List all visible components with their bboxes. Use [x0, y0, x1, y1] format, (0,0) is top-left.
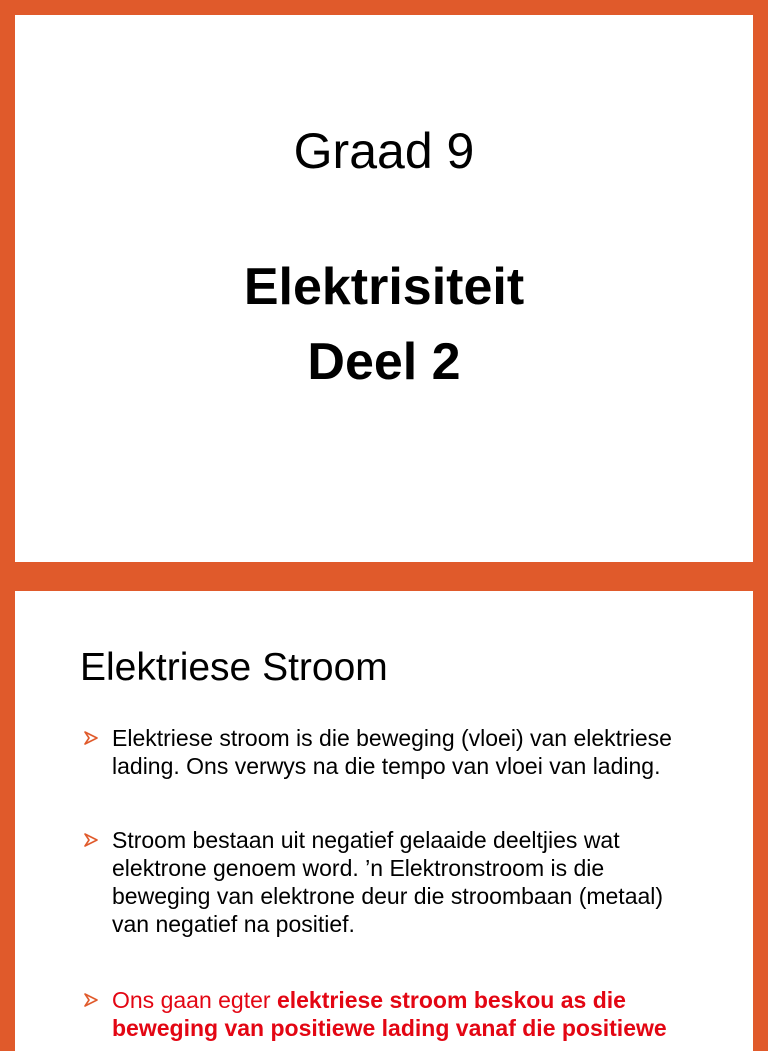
- bullet-text: Elektriese stroom is die beweging (vloei) van elektriese lading. Ons verwys na die tempo van vloei van lading.: [112, 725, 672, 779]
- part-title: Deel 2: [307, 333, 461, 391]
- bullet-intro: Ons gaan egter: [112, 987, 277, 1013]
- bullet-text: Stroom bestaan uit negatief gelaaide deeltjies wat elektrone genoem word. ’n Elektronstroom is die beweging van elektrone deur die stroombaan (metaal) van negatief na positief.: [112, 827, 664, 937]
- arrowhead-bullet-icon: [84, 993, 98, 1007]
- arrowhead-bullet-icon: [84, 731, 98, 745]
- title-slide: [15, 15, 753, 562]
- content-slide: [15, 591, 753, 1051]
- bullet-item: [80, 826, 700, 938]
- bullet-item-highlight: [80, 986, 700, 1042]
- arrowhead-bullet-icon: [84, 833, 98, 847]
- topic-title: Elektrisiteit: [243, 258, 525, 316]
- bullet-item: [80, 724, 700, 780]
- grade-title: Graad 9: [293, 123, 475, 179]
- bullet-text: [112, 986, 700, 1042]
- bullet-emphasis: elektriese stroom beskou as die beweging van positiewe lading vanaf die positiewe: [112, 987, 667, 1041]
- slide-heading: Elektriese Stroom: [80, 646, 388, 689]
